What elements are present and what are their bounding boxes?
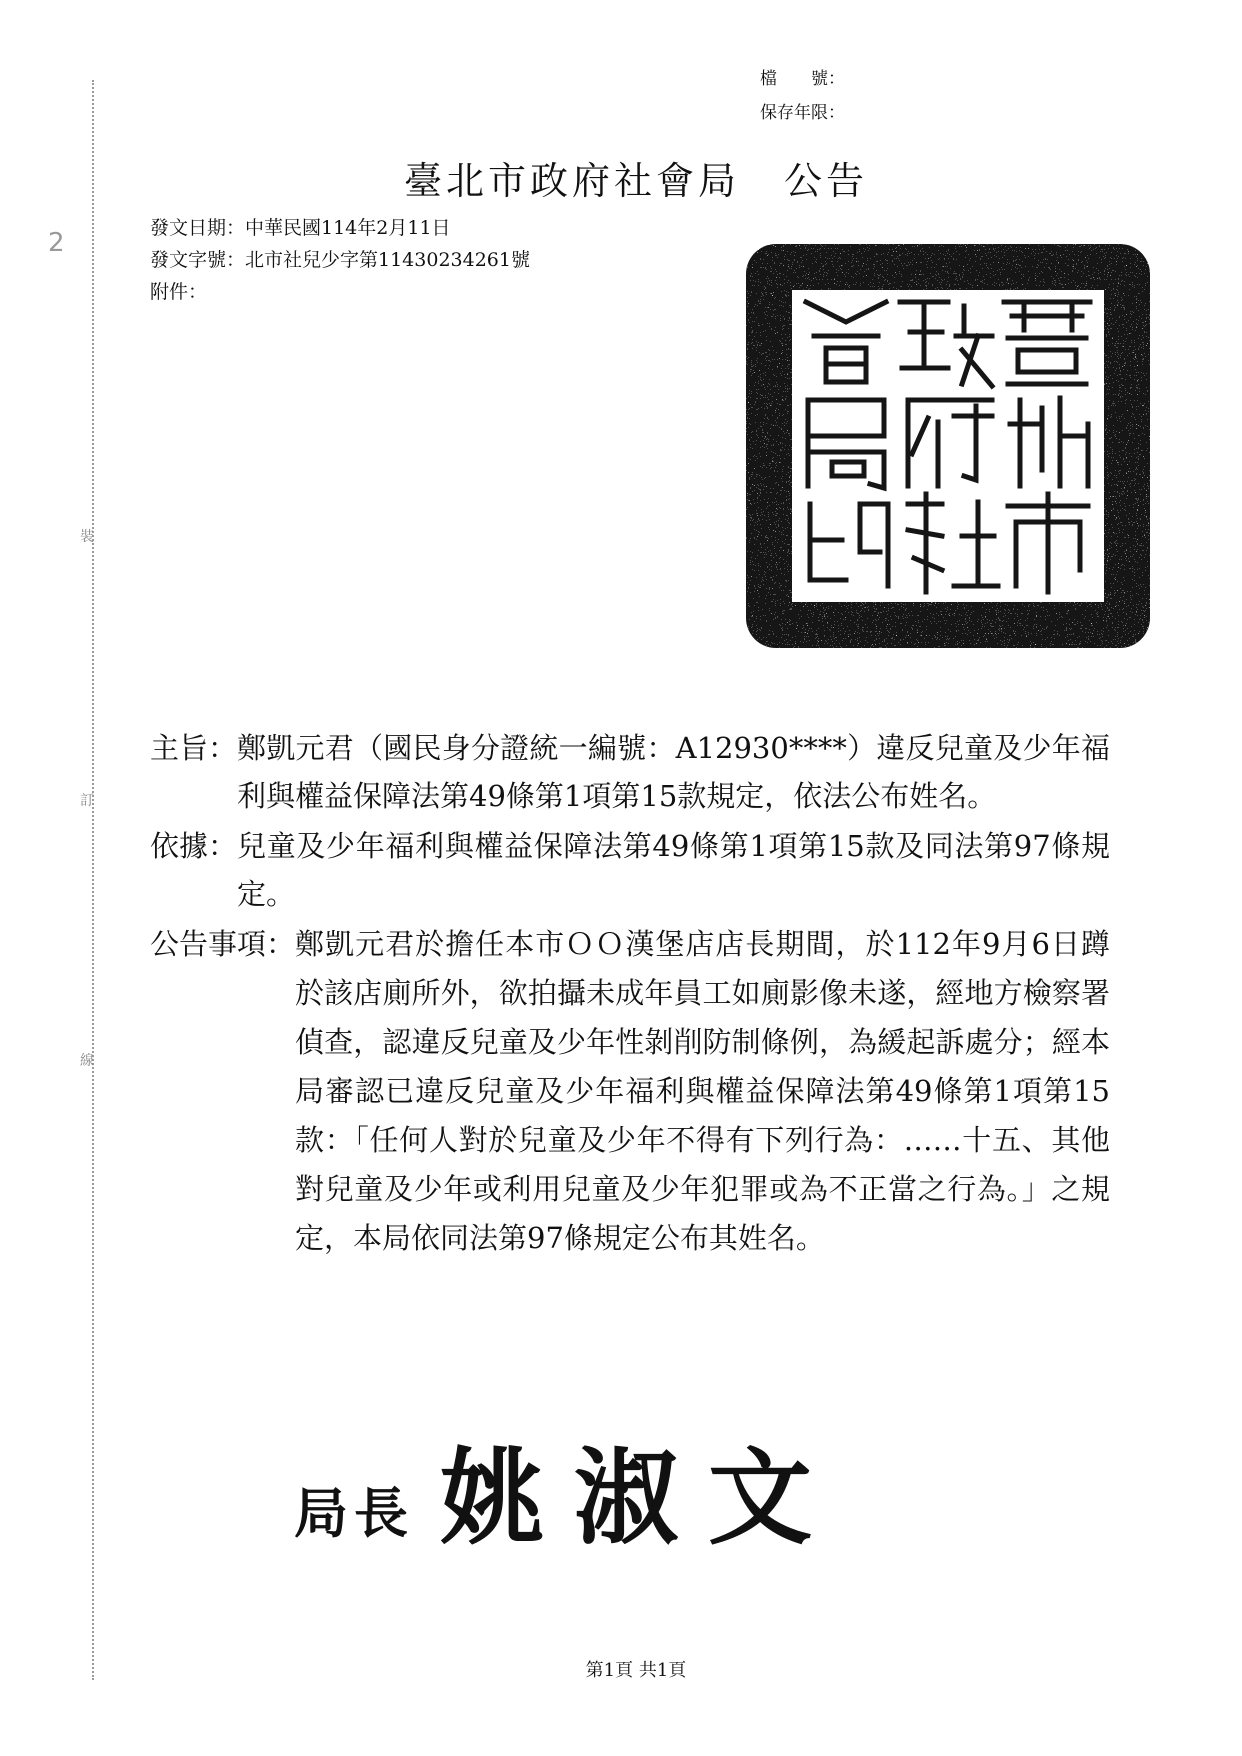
notice-text: 鄭凱元君於擔任本市ＯＯ漢堡店店長期間，於112年9月6日蹲於該店廁所外，欲拍攝未成年員工如廁影像未遂，經地方檢察署偵查，認違反兒童及少年性剝削防制條例，為緩起訴處分；經本局審認已違反兒童及少年福利與權益保障法第49條第1項第15款：「任何人對於兒童及少年不得有下列行為：……十五、其他對兒童及少年或利用兒童及少年犯罪或為不正當之行為。」之規定，本局依同法第97條規定公布其姓名。 xyxy=(295,927,1110,1255)
subject-text: 鄭凱元君（國民身分證統一編號：A12930****）違反兒童及少年福利與權益保障法第49條第1項第15款規定，依法公布姓名。 xyxy=(237,731,1110,813)
official-seal-stamp xyxy=(742,240,1154,652)
announcement-body xyxy=(150,724,1110,1265)
signature-name: 姚淑文 xyxy=(440,1436,843,1559)
notice-label: 公告事項： xyxy=(150,927,296,961)
agency-name: 臺北市政府社會局 xyxy=(403,159,740,203)
subject-section xyxy=(150,724,1110,820)
binding-mark-ding: 訂 xyxy=(80,793,94,809)
notice-section xyxy=(150,920,1110,1263)
director-signature xyxy=(294,1438,842,1558)
document-type: 公告 xyxy=(784,159,869,203)
binding-line xyxy=(92,80,94,1680)
issue-date: 發文日期：中華民國114年2月11日 xyxy=(150,217,451,239)
issue-number: 發文字號：北市社兒少字第11430234261號 xyxy=(150,249,530,271)
document-title xyxy=(0,150,1242,205)
margin-page-mark: 2 xyxy=(48,228,65,258)
basis-section xyxy=(150,822,1110,918)
basis-text: 兒童及少年福利與權益保障法第49條第1項第15款及同法第97條規定。 xyxy=(237,829,1110,911)
file-meta xyxy=(760,62,845,130)
attachment-label: 附件： xyxy=(150,281,208,303)
issue-info xyxy=(150,212,530,308)
subject-label: 主旨： xyxy=(150,731,238,765)
page-number: 第1頁 共1頁 xyxy=(585,1660,687,1681)
retention-label: 保存年限： xyxy=(760,103,845,123)
binding-mark-zhuang: 裝 xyxy=(80,529,94,545)
basis-label: 依據： xyxy=(150,829,238,863)
binding-mark-xian: 線 xyxy=(80,1053,94,1069)
signature-title: 局長 xyxy=(294,1481,414,1545)
file-number-label: 檔 號： xyxy=(760,69,845,89)
